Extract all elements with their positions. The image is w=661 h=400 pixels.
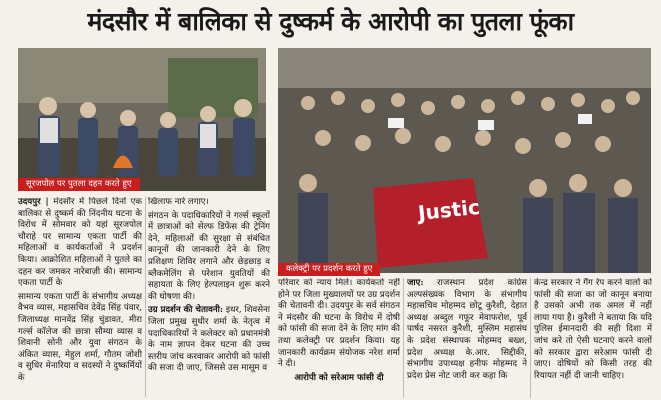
col1-para-2: सामान्य एकता पार्टी के संभागीय अध्यक्ष वैभव व्यास, महासचिव देवेंद्र सिंह पंवार, जिलाध्यक्ष मानवेंद्र सिंह चुंडावत, मीरा गर्ल्स कॉलेज की छात्रा सौम्या व्यास व शिवानी सोनी और युवा संगठन के अंकित व्यास, मेहुल शर्मा, गौतम जोशी व सुधिर मेनारिया व सदस्यों ने दुष्कर्मियों के: [18, 291, 142, 383]
col3-subhead: आरोपी को सरेआम फांसी दी: [294, 372, 384, 383]
col2-para-2: संगठन के पदाधिकारियों ने गर्ल्स स्कूलों में छात्राओं को सेल्फ डिफेंस की ट्रेनिंग देने, महिलाओं की सुरक्षा से संबंधित कानूनों की जानकारी देने के लिए प्रशिक्षण शिविर लगाने और छेड़छाड़ व ब्लैकमेलिंग से परेशान युवतियों की सहायता के लिए हेल्पलाइन शुरू करने की घोषणा की।: [148, 210, 270, 302]
col4-para-1: राजस्थान प्रदेश कांग्रेस अल्पसंख्यक विभाग के संभागीय महासचिव मोहम्मद छोटू कुरैशी, देहात अध्यक्ष अब्दुल गफूर मेवाफरोश, पूर्व पार्षद नसरत कुरैशी, मुस्लिम महासंघ के प्रदेश संस्थापक मोहम्मद बख्श, प्रदेश अध्यक्ष के.आर. सिद्दीकी, संभागीय उपाध्यक्ष हनीफ मोहम्मद ने प्रदेश प्रेस नोट जारी कर कहा कि: [407, 278, 527, 381]
column-divider: [145, 197, 146, 397]
col2-subhead: उग्र प्रदर्शन की चेतावनी:: [148, 305, 224, 316]
article-column-3: [278, 278, 400, 400]
justice-banner-text: Justic: [416, 194, 481, 226]
col2-para-1: खिलाफ नारे लगाए।: [148, 197, 209, 207]
column-divider: [530, 278, 531, 398]
headline: मंदसौर में बालिका से दुष्कर्म के आरोपी का पुतला फूंका: [87, 7, 574, 36]
col4-dateline: जाए:: [407, 278, 424, 288]
dateline: उदयपुर |: [18, 197, 49, 207]
left-photo-caption: सूरजपोल पर पुतला दहन करते हुए: [18, 178, 140, 191]
right-photo: [278, 48, 651, 273]
article-column-2: [148, 197, 270, 400]
article-column-1: [18, 197, 142, 400]
article-column-4: [407, 278, 527, 400]
left-photo: [18, 48, 266, 191]
col2-para-3: इधर, शिवसेना जिला प्रमुख सुधीर शर्मा के नेतृत्व में पदाधिकारियों ने कलेक्टर को प्रधानमंत्री के नाम ज्ञापन देकर घटना की उच्च स्तरीय जांच करवाकर आरोपी को फांसी की सजा दी जाए, जिससे उस मासूम व: [148, 305, 270, 374]
col1-para-1: मंदसौर में पिछले दिनों एक बालिका से दुष्कर्म की निंदनीय घटना के विरोध में सोमवार को यहां सूरजपोल चौराहे पर सामान्य एकता पार्टी की महिलाओं व कार्यकर्ताओं ने प्रदर्शन किया। आक्रोशित महिलाओं ने पुतले का दहन कर जमकर नारेबाज़ी की। सामान्य एकता पार्टी के: [18, 197, 142, 289]
col5-para-1: केन्द्र सरकार ने गैंग रेप करने वालों को फांसी की सजा का जो कानून बनाया है उसको अभी तक अमल में नहीं लाया गया है। कुरैशी ने बताया कि यदि पुलिस ईमानदारी की सही दिशा में जांच करे तो ऐसी घटनाएं करने वालों को सरकार द्वारा सरेआम फांसी दी जाए। दोषियों को किसी तरह की रियायत नहीं दी जानी चाहिए।: [534, 278, 652, 381]
right-photo-caption: कलेक्ट्री पर प्रदर्शन करते हुए: [278, 263, 380, 276]
col3-para-1: परिवार को न्याय मिले। कार्यकर्ता नहीं होने पर जिला मुख्यालयों पर उग्र प्रदर्शन की चेतावनी दी। उदयपुर के सर्व संगठन ने मंदसौर की घटना के विरोध में दोषी को फांसी की सजा देने के लिए मांग की तथा कलेक्ट्री पर प्रदर्शन किया। यह जानकारी कार्यक्रम संयोजक नरेश शर्मा ने दी।: [278, 278, 400, 370]
column-divider: [403, 278, 404, 398]
article-column-5: [534, 278, 652, 400]
